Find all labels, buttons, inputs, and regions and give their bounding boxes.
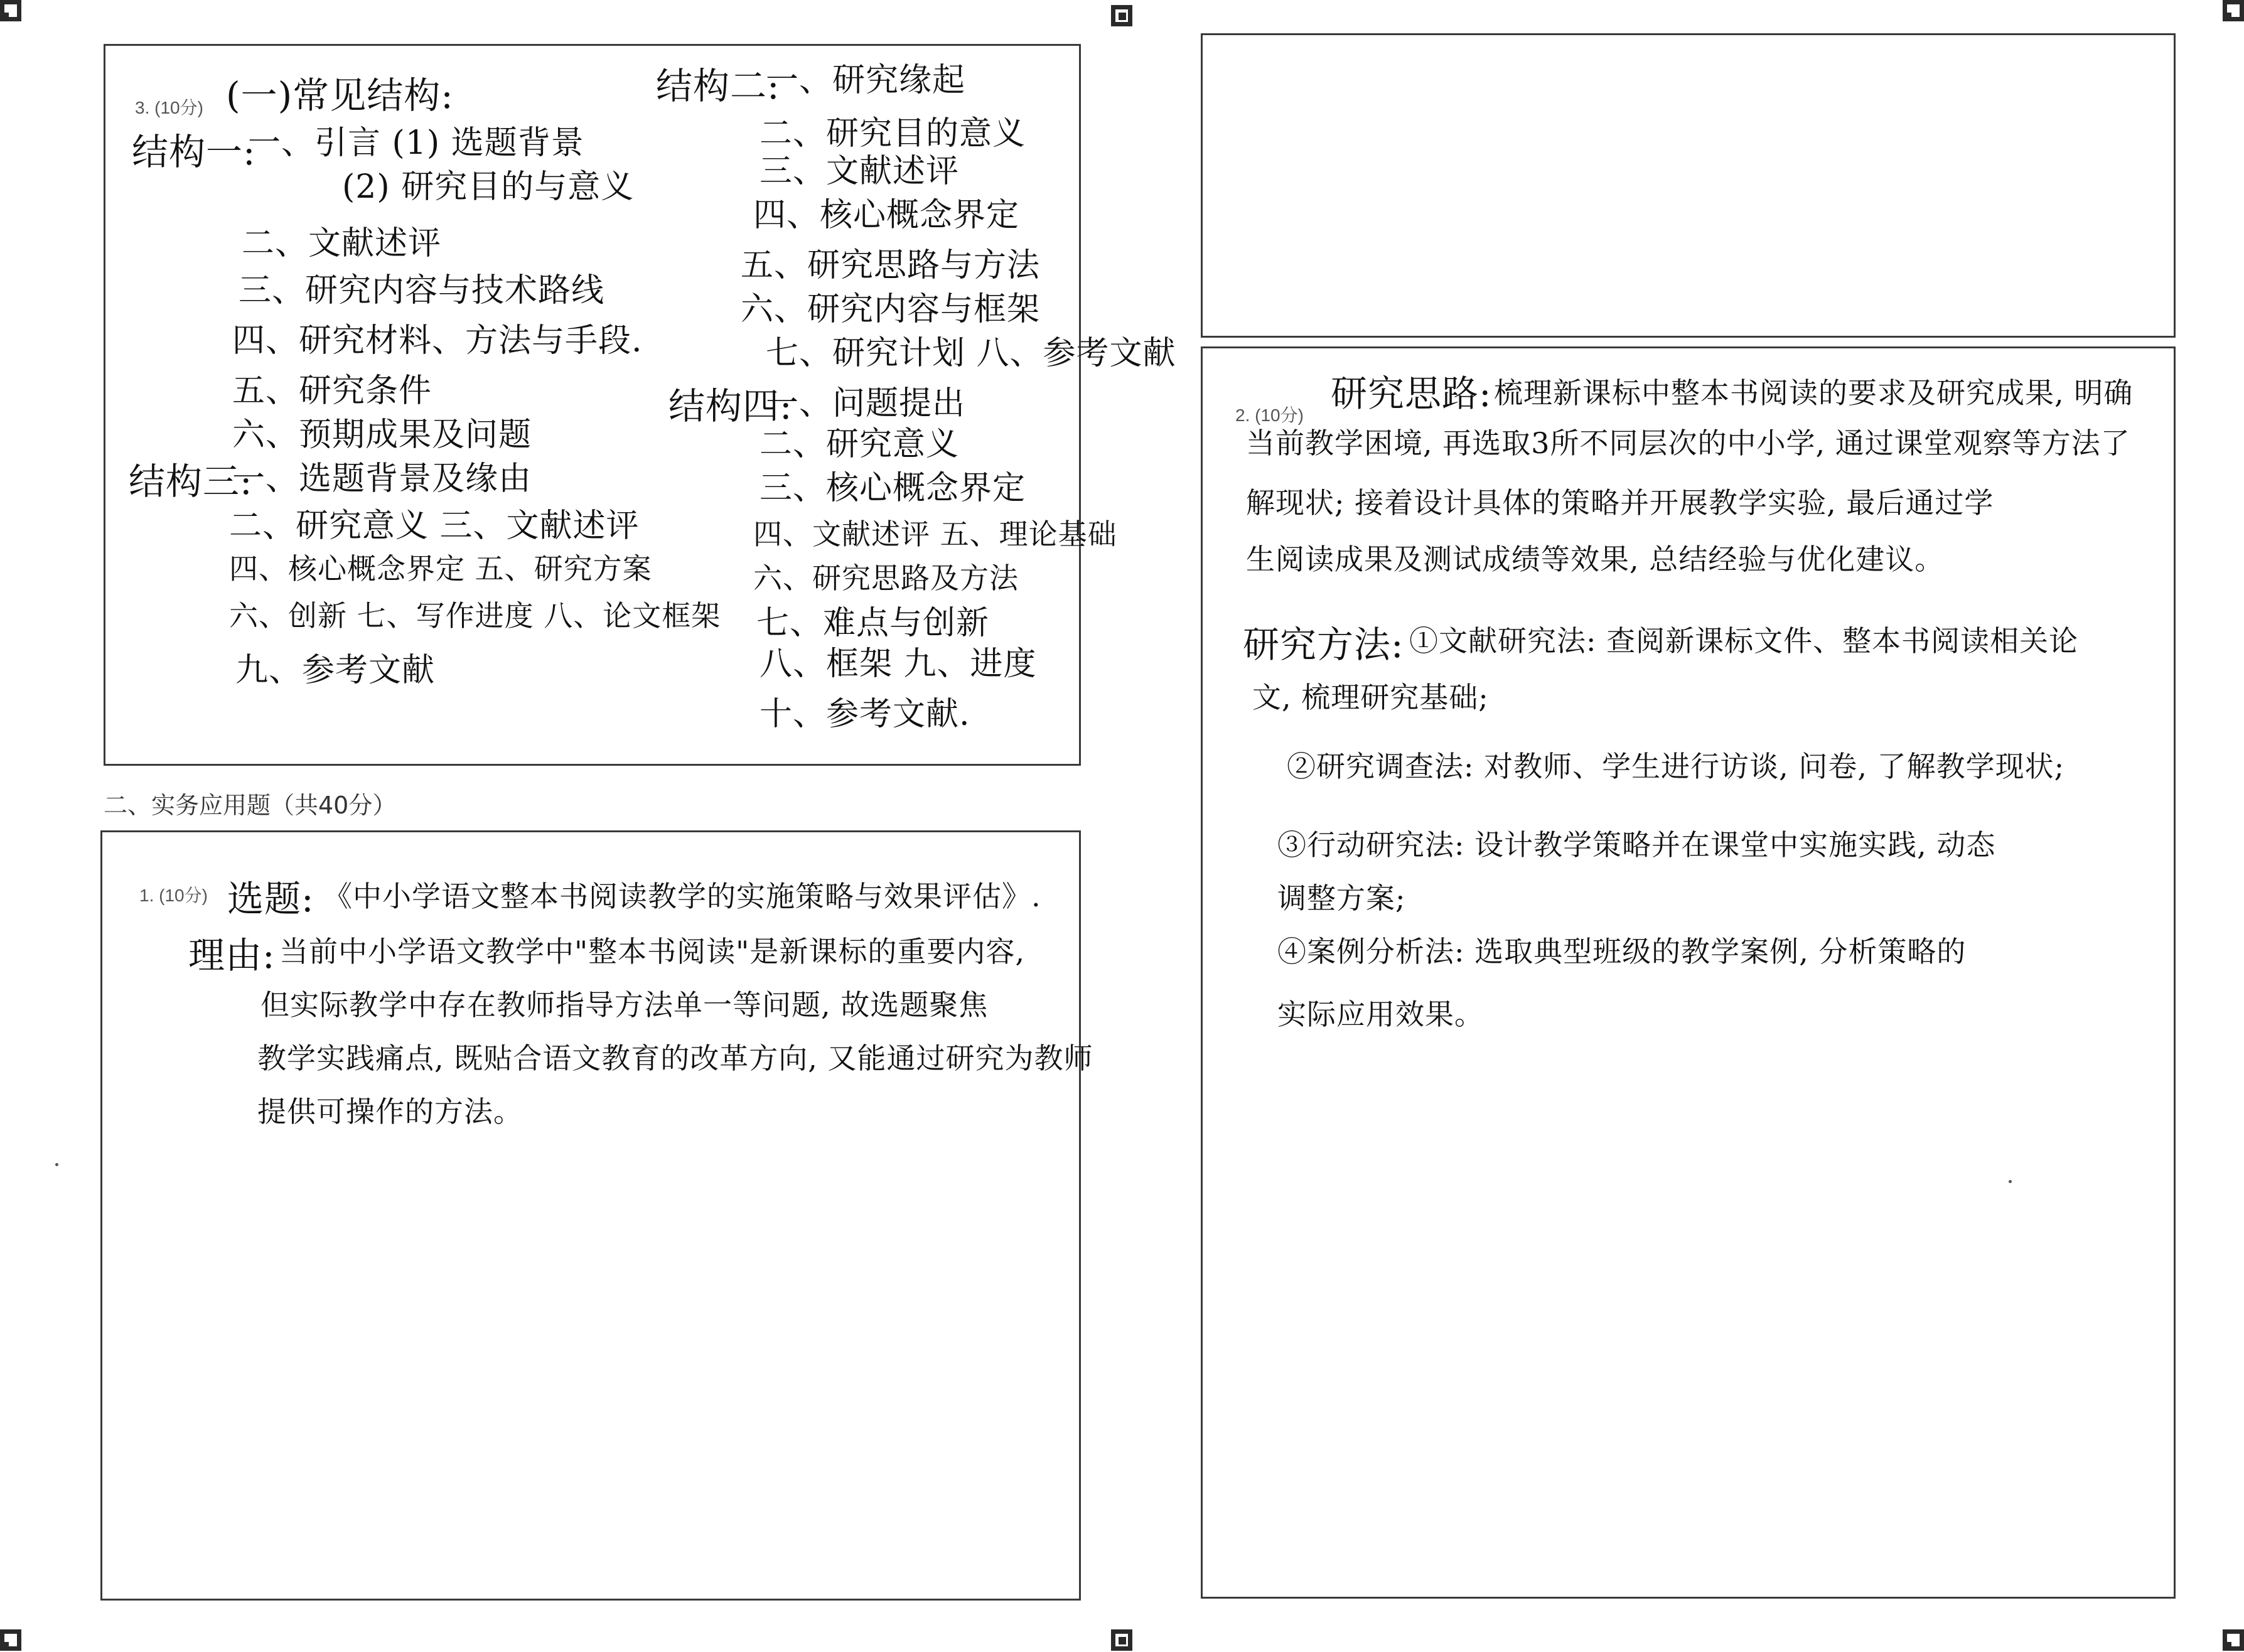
q2-idea-line: 梳理新课标中整本书阅读的要求及研究成果, 明确: [1494, 376, 2134, 410]
q2-idea-line: 生阅读成果及测试成绩等效果, 总结经验与优化建议。: [1246, 542, 1945, 576]
q1-reason-line: 提供可操作的方法。: [257, 1095, 523, 1129]
q3-structure-3-line: 二、研究意义 三、文献述评: [229, 507, 640, 545]
question-number-q2: 2. (10分): [1235, 405, 1304, 425]
q2-method-3-line: 调整方案;: [1277, 881, 1406, 915]
q3-structure-4-line: 六、研究思路及方法: [753, 561, 1019, 595]
q1-topic: 《中小学语文整本书阅读教学的实施策略与效果评估》.: [323, 879, 1041, 913]
q3-structure-4-line: 二、研究意义: [760, 426, 960, 463]
q3-structure-2-line: 六、研究内容与框架: [741, 291, 1041, 328]
q3-structure-3-line: 六、创新 七、写作进度 八、论文框架: [229, 599, 721, 633]
q3-structure-3-line: 九、参考文献: [235, 652, 436, 689]
q3-structure-1-line: 三、研究内容与技术路线: [239, 272, 605, 309]
q3-structure-2-line: 七、研究计划 八、参考文献: [766, 335, 1176, 372]
question-number-q1: 1. (10分): [139, 886, 208, 905]
registration-marker-top-right: [2223, 0, 2244, 21]
registration-marker-top-left: [0, 0, 21, 21]
registration-marker-bottom-left: [0, 1629, 21, 1651]
q2-method-4-line: 实际应用效果。: [1277, 997, 1484, 1031]
section-title: 二、实务应用题（共40分）: [104, 791, 397, 819]
q3-structure-4-line: 三、核心概念界定: [760, 469, 1026, 507]
q3-structure-4-line: 四、文献述评 五、理论基础: [753, 517, 1117, 551]
q3-structure-1-line: 四、研究材料、方法与手段.: [232, 322, 643, 360]
q2-method-label: 研究方法:: [1243, 623, 1404, 666]
q3-structure-4-line: 七、难点与创新: [756, 604, 990, 642]
q1-reason-line: 当前中小学语文教学中"整本书阅读"是新课标的重要内容,: [279, 935, 1025, 968]
q3-structure-3-label: 结构三:: [129, 460, 253, 503]
q2-idea-line: 解现状; 接着设计具体的策略并开展教学实验, 最后通过学: [1246, 486, 1994, 520]
registration-marker-bottom-right: [2223, 1629, 2244, 1651]
q3-structure-1-line: 二、文献述评: [242, 225, 442, 262]
q2-method-1-line: 文, 梳理研究基础;: [1252, 680, 1489, 714]
question-number-q3: 3. (10分): [135, 98, 203, 117]
q3-structure-4-line: 八、框架 九、进度: [760, 645, 1037, 683]
q3-structure-2-line: 二、研究目的意义: [760, 115, 1026, 153]
q3-structure-4-line: 十、参考文献.: [760, 695, 970, 733]
q3-structure-1-line: 六、预期成果及问题: [232, 416, 532, 454]
q2-method-3-line: ③行动研究法: 设计教学策略并在课堂中实施实践, 动态: [1277, 828, 1996, 862]
q1-topic-label: 选题:: [227, 877, 314, 920]
q3-structure-2-line: 一、研究缘起: [766, 62, 966, 99]
answer-box-q2: [1201, 346, 2176, 1599]
q2-method-4-line: ④案例分析法: 选取典型班级的教学案例, 分析策略的: [1277, 935, 1967, 968]
stray-mark: [55, 1163, 58, 1166]
q1-reason-line: 但实际教学中存在教师指导方法单一等问题, 故选题聚焦: [260, 988, 989, 1022]
q3-structure-4-label: 结构四:: [668, 385, 793, 427]
q3-structure-1-label: 结构一:: [132, 131, 256, 173]
q3-heading: (一)常见结构:: [226, 74, 454, 117]
q1-reason-label: 理由:: [188, 934, 276, 977]
q3-structure-1-line: 五、研究条件: [232, 372, 432, 410]
stray-mark: [2009, 1180, 2012, 1183]
q3-structure-3-line: 四、核心概念界定 五、研究方案: [229, 552, 652, 586]
q3-structure-1-line: (2) 研究目的与意义: [342, 168, 635, 206]
answer-box-empty: [1201, 33, 2176, 338]
registration-marker-top-center: [1111, 5, 1132, 26]
q3-structure-2-line: 五、研究思路与方法: [741, 247, 1041, 284]
q2-idea-line: 当前教学困境, 再选取3所不同层次的中小学, 通过课堂观察等方法了: [1246, 426, 2130, 460]
q2-idea-label: 研究思路:: [1331, 372, 1492, 415]
q3-structure-2-line: 三、文献述评: [760, 153, 960, 190]
q1-reason-line: 教学实践痛点, 既贴合语文教育的改革方向, 又能通过研究为教师: [257, 1041, 1093, 1075]
q3-structure-2-label: 结构二:: [656, 65, 780, 107]
q3-structure-4-line: 一、问题提出: [766, 385, 966, 422]
registration-marker-bottom-center: [1111, 1629, 1132, 1651]
q2-method-1-line: ①文献研究法: 查阅新课标文件、整本书阅读相关论: [1409, 624, 2079, 658]
q2-method-2-line: ②研究调查法: 对教师、学生进行访谈, 问卷, 了解教学现状;: [1287, 749, 2065, 783]
q3-structure-2-line: 四、核心概念界定: [753, 196, 1020, 234]
q3-structure-1-line: 一、引言 (1) 选题背景: [248, 124, 584, 162]
q3-structure-3-line: 一、选题背景及缘由: [232, 460, 532, 498]
